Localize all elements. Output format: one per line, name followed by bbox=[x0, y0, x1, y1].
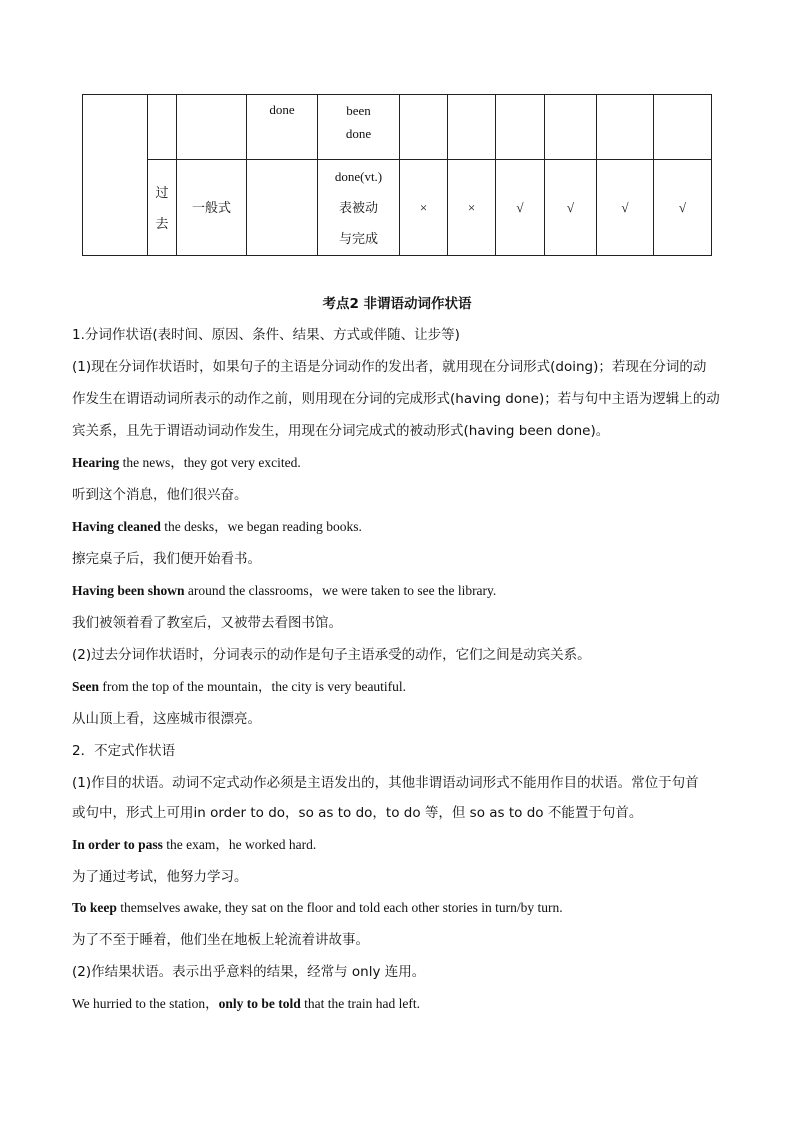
table-cell bbox=[496, 95, 545, 160]
cell-line: done(vt.) bbox=[334, 169, 383, 184]
example-translation: 听到这个消息，他们很兴奋。 bbox=[72, 487, 248, 503]
table-row bbox=[83, 95, 712, 160]
paragraph-line: (1)作目的状语。动词不定式动作必须是主语发出的，其他非谓语动词形式不能用作目的状语。常位于句首 bbox=[72, 775, 699, 791]
cell-line: 与完成 bbox=[338, 231, 378, 246]
example-sentence bbox=[72, 453, 301, 473]
table-cell-done-vt bbox=[318, 160, 400, 256]
example-sentence bbox=[72, 677, 406, 697]
cross-mark: × bbox=[400, 160, 448, 256]
table-cell bbox=[545, 95, 597, 160]
table-cell bbox=[654, 95, 712, 160]
example-bold: To keep bbox=[72, 900, 117, 915]
cell-line: 过 bbox=[155, 184, 169, 200]
check-mark: √ bbox=[654, 160, 712, 256]
table-cell-empty bbox=[83, 95, 148, 256]
example-rest: that the train had left. bbox=[300, 996, 420, 1011]
paragraph-line: (1)现在分词作状语时，如果句子的主语是分词动作的发出者，就用现在分词形式(doing)；若现在分词的动 bbox=[72, 359, 707, 375]
example-pre: We hurried to the station， bbox=[72, 996, 219, 1011]
cell-line: 表被动 bbox=[338, 200, 378, 215]
cell-line: done bbox=[345, 126, 372, 141]
table-cell-done: done bbox=[247, 95, 318, 160]
table-cell bbox=[597, 95, 654, 160]
check-mark: √ bbox=[545, 160, 597, 256]
table-cell bbox=[448, 95, 496, 160]
example-translation: 擦完桌子后，我们便开始看书。 bbox=[72, 551, 261, 567]
example-bold: Having cleaned bbox=[72, 519, 161, 534]
example-translation: 为了不至于睡着，他们坐在地板上轮流着讲故事。 bbox=[72, 932, 369, 948]
table-cell bbox=[177, 95, 247, 160]
example-rest: the exam，he worked hard. bbox=[162, 837, 317, 852]
example-translation: 为了通过考试，他努力学习。 bbox=[72, 869, 248, 885]
example-bold: only to be told bbox=[218, 996, 301, 1011]
table-cell bbox=[247, 160, 318, 256]
example-rest: around the classrooms，we were taken to see the library. bbox=[184, 583, 497, 598]
example-translation: 我们被领着看了教室后，又被带去看图书馆。 bbox=[72, 615, 342, 631]
table-cell bbox=[148, 95, 177, 160]
cell-line: been bbox=[346, 103, 371, 118]
paragraph-line: (2)过去分词作状语时，分词表示的动作是句子主语承受的动作，它们之间是动宾关系。 bbox=[72, 647, 591, 663]
example-rest: themselves awake, they sat on the floor and told each other stories in turn/by turn. bbox=[116, 900, 563, 915]
paragraph-line: 作发生在谓语动词所表示的动作之前，则用现在分词的完成形式(having done)；若与句中主语为逻辑上的动 bbox=[72, 391, 720, 407]
section-heading: 考点2 非谓语动词作状语 bbox=[322, 296, 472, 312]
example-bold: In order to pass bbox=[72, 837, 163, 852]
example-rest: from the top of the mountain，the city is very beautiful. bbox=[99, 679, 407, 694]
example-bold: Seen bbox=[72, 679, 99, 694]
table-cell bbox=[400, 95, 448, 160]
paragraph-line: (2)作结果状语。表示出乎意料的结果，经常与 only 连用。 bbox=[72, 964, 426, 980]
example-sentence bbox=[72, 898, 563, 918]
table-cell-past bbox=[148, 160, 177, 256]
cell-line: 去 bbox=[155, 215, 169, 231]
paragraph-line: 1.分词作状语(表时间、原因、条件、结果、方式或伴随、让步等) bbox=[72, 327, 460, 343]
example-sentence bbox=[72, 581, 496, 601]
example-sentence bbox=[72, 517, 362, 537]
table-row bbox=[83, 160, 712, 256]
example-bold: Having been shown bbox=[72, 583, 185, 598]
nonfinite-forms-table bbox=[82, 94, 712, 256]
cross-mark: × bbox=[448, 160, 496, 256]
table-cell-been-done bbox=[318, 95, 400, 160]
example-rest: the news，they got very excited. bbox=[119, 455, 301, 470]
example-sentence bbox=[72, 994, 420, 1014]
example-translation: 从山顶上看，这座城市很漂亮。 bbox=[72, 711, 261, 727]
paragraph-line: 2．不定式作状语 bbox=[72, 743, 176, 759]
table-cell-general-form: 一般式 bbox=[177, 160, 247, 256]
paragraph-line: 或句中，形式上可用in order to do，so as to do，to do 等，但 so as to do 不能置于句首。 bbox=[72, 805, 643, 821]
check-mark: √ bbox=[597, 160, 654, 256]
paragraph-line: 宾关系，且先于谓语动词动作发生，用现在分词完成式的被动形式(having been done)。 bbox=[72, 423, 610, 439]
example-rest: the desks，we began reading books. bbox=[160, 519, 362, 534]
check-mark: √ bbox=[496, 160, 545, 256]
example-bold: Hearing bbox=[72, 455, 120, 470]
example-sentence bbox=[72, 835, 316, 855]
